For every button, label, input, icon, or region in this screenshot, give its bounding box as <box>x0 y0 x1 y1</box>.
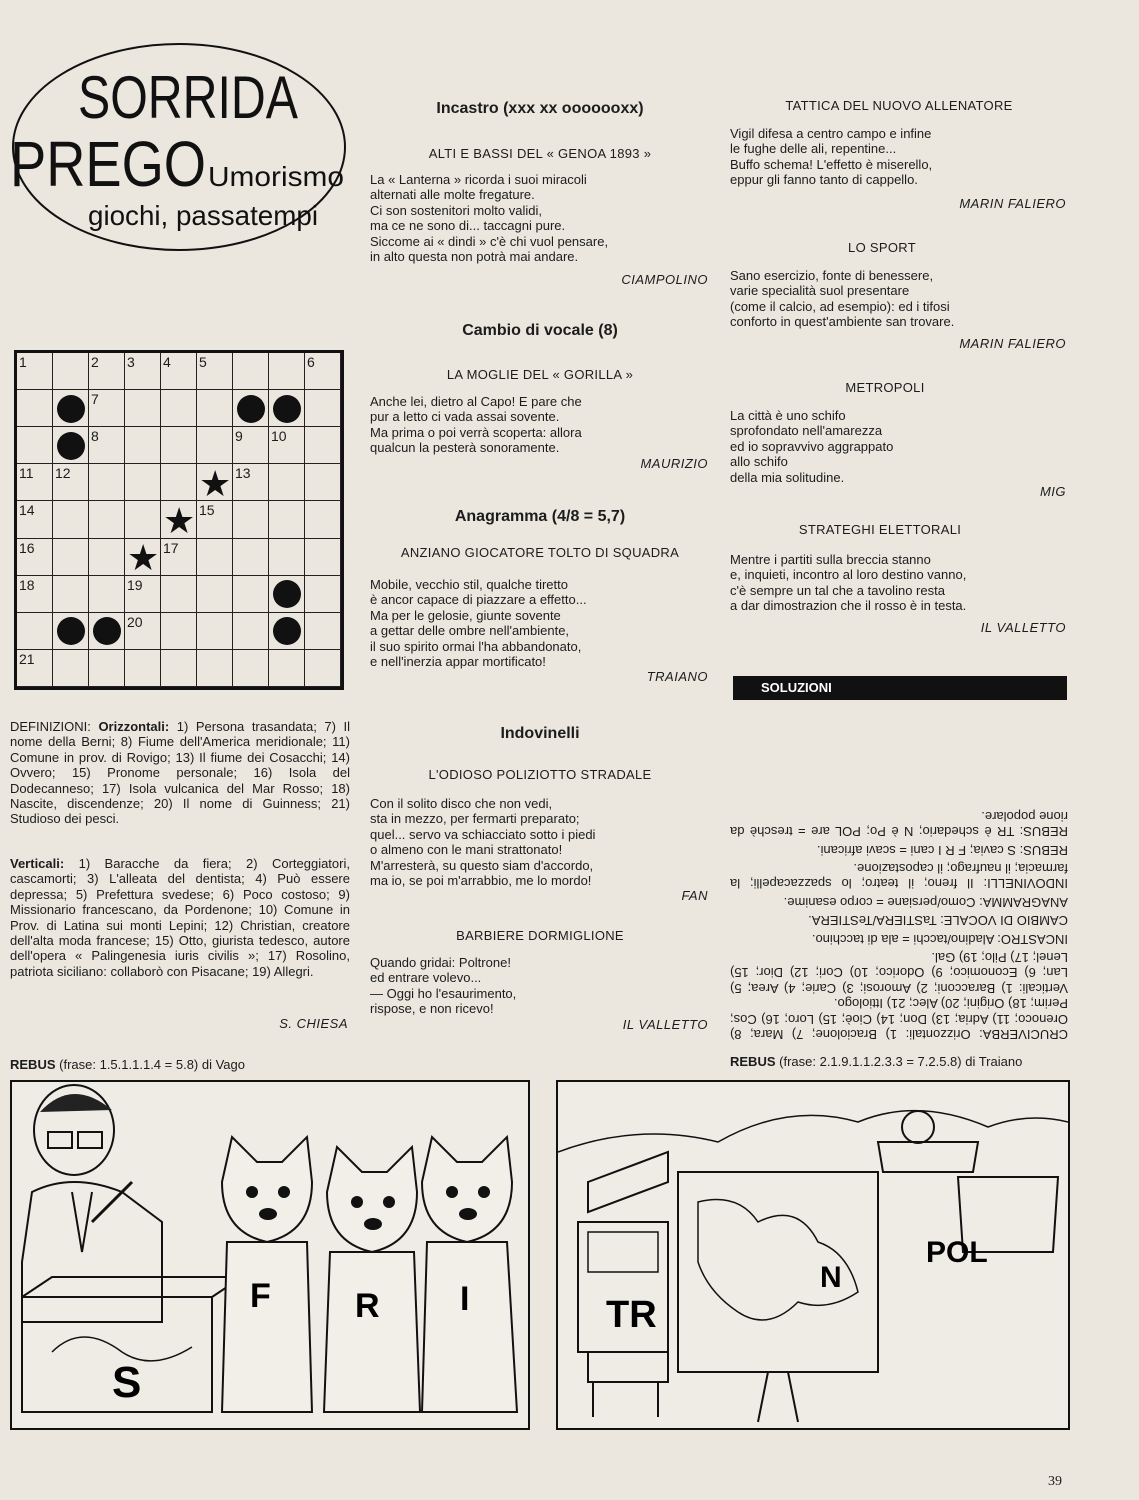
crossword-cell <box>17 427 53 464</box>
crossword-cell <box>305 464 341 501</box>
poem-body-4: Mentre i partiti sulla breccia stanno e, inquieti, incontro al loro destino vanno, c'è sempre un tal che a tavolino resta a dar dimostrazion che il rosso è in testa. <box>730 552 967 614</box>
crossword-cell <box>53 576 89 613</box>
crossword-number: 3 <box>127 354 135 370</box>
crossword-cell <box>125 427 161 464</box>
black-square-dot <box>273 395 301 423</box>
incastro-heading: Incastro (xxx xx ooooooxx) <box>436 100 644 117</box>
crossword-cell <box>305 390 341 427</box>
crossword-cell <box>125 464 161 501</box>
rebus-letter: F <box>250 1277 271 1315</box>
crossword-cell <box>305 501 341 538</box>
solutions-header: SOLUZIONI <box>733 676 1067 700</box>
crossword-cell <box>89 539 125 576</box>
crossword-cell <box>233 501 269 538</box>
crossword-cell <box>233 539 269 576</box>
solution-line: REBUS: S cavia; F R I cani = scavi africani. <box>816 842 1068 858</box>
solutions-block <box>730 712 1068 1042</box>
poem-body-1: Vigil difesa a centro campo e infine le fughe delle ali, repentine... Buffo schema! L'effetto è miserello, eppur gli fanno tanto di cappello. <box>730 126 933 188</box>
crossword-number: 11 <box>19 465 34 482</box>
cambio-title: LA MOGLIE DEL « GORILLA » <box>446 367 634 382</box>
crossword-cell <box>197 390 233 427</box>
black-square-dot <box>57 395 85 423</box>
rebus-letter: I <box>460 1280 470 1318</box>
masthead-logo <box>8 40 350 254</box>
crossword-cell <box>305 539 341 576</box>
crossword-cell <box>53 501 89 538</box>
crossword-cell <box>125 501 161 538</box>
rebus-letter: N <box>820 1261 842 1294</box>
crossword-cell <box>269 539 305 576</box>
crossword-number: 8 <box>91 428 99 445</box>
black-square-dot <box>57 432 85 460</box>
crossword-cell <box>89 650 125 687</box>
crossword-number: 6 <box>307 354 315 370</box>
crossword-cell <box>269 501 305 538</box>
incastro-author: CIAMPOLINO <box>621 272 708 287</box>
logo-tag2: giochi, passatempi <box>88 200 318 231</box>
crossword-number: 12 <box>55 465 71 482</box>
crossword-cell <box>161 613 197 650</box>
cambio-heading: Cambio di vocale (8) <box>462 322 618 339</box>
crossword-cell <box>53 539 89 576</box>
poem-author-3: MIG <box>1039 484 1066 499</box>
poem-title-1: TATTICA DEL NUOVO ALLENATORE <box>785 98 1013 113</box>
logo-line2: PREGO <box>10 128 206 200</box>
crossword-cell <box>53 650 89 687</box>
crossword-cell <box>305 427 341 464</box>
solution-line: Verticali: 1) Baracconi; 2) Amorosi; 3) Carie; 4) Area; 5) Lan; 6) Economico; 9) Odorico; 10) Cori; 12) Dior; 15) Lenel; 17) Pilo; 19) Gal. <box>730 949 1068 996</box>
rebus-letter: TR <box>606 1294 657 1336</box>
anagramma-body: Mobile, vecchio stil, qualche tiretto è ancor capace di piazzare a effetto... Ma per le gelosie, giunte sovente a gettar delle ombre nell'ambiente, il suo spirito ormai l'ha abbandonato, e nell'inerzia appar mortificato! <box>370 577 587 670</box>
crossword-number: 17 <box>163 539 179 556</box>
black-square-dot <box>237 395 265 423</box>
crossword-number: 15 <box>199 502 215 519</box>
crossword-definitions: DEFINIZIONI: Orizzontali: 1) Persona trasandata; 7) Il nome della Berni; 8) Fiume dell'America meridionale; 11) Comune in prov. di Rovigo; 13) Il fiume dei Cosacchi; 14) Ovvero; 15) Pronome personale; 16) Isola del Dodecanneso; 17) Isola vulcanica del Mar Rosso; 18) Nascite, discendenze; 20) Il nome di Guinness; 21) Studioso dei pesci. <box>10 719 350 827</box>
poem-title-2: LO SPORT <box>848 240 916 255</box>
crossword-cell <box>197 613 233 650</box>
indovinelli-title2: BARBIERE DORMIGLIONE <box>456 928 624 943</box>
rebus-letter: S <box>112 1358 142 1407</box>
crossword-cell <box>233 353 269 390</box>
crossword-number: 5 <box>199 354 207 370</box>
crossword-cell <box>17 390 53 427</box>
crossword-number: 13 <box>235 465 251 482</box>
incastro-body: La « Lanterna » ricorda i suoi miracoli alternati alle molte fregature. Ci son sostenitori molto validi, ma ce ne sono di... taccagni pure. Siccome ai « dindi » c'è chi vuol pensare, in alto questa non potrà mai andare. <box>370 172 609 265</box>
solution-line: INDOVINELLI: Il freno; il teatro; lo spazzacapelli; la farmacia; il naufrago; il capostazione. <box>730 860 1068 892</box>
crossword-number: 7 <box>91 391 99 408</box>
indovinelli-title1: L'ODIOSO POLIZIOTTO STRADALE <box>428 767 652 782</box>
rebus-left-caption: REBUS (frase: 1.5.1.1.1.4 = 5.8) di Vago <box>10 1057 245 1072</box>
solution-line: CRUCIVERBA: Orizzontali: 1) Braciolone; 7) Mara; 8) Orenoco; 11) Adria; 13) Don; 14) Cioè; 15) Loro; 16) Cos; Perim; 18) Origini; 20) Alec; 21) Ittiologo. <box>730 996 1068 1042</box>
solution-line: REBUS: TR è schedario; N è Po; POL are = treschè da rione popolare. <box>730 808 1068 840</box>
anagramma-title: ANZIANO GIOCATORE TOLTO DI SQUADRA <box>400 545 680 560</box>
incastro-title: ALTI E BASSI DEL « GENOA 1893 » <box>428 146 652 161</box>
crossword-cell <box>89 464 125 501</box>
crossword-cell <box>269 464 305 501</box>
rebus-letter: R <box>355 1287 380 1325</box>
poem-body-3: La città è uno schifo sprofondato nell'amarezza ed io sopravvivo aggrappato allo schifo della mia solitudine. <box>730 408 894 485</box>
crossword-cell <box>197 576 233 613</box>
crossword-cell <box>305 650 341 687</box>
star-icon: ★ <box>163 500 196 541</box>
page-number: 39 <box>1048 1474 1062 1489</box>
rebus-right-caption: REBUS (frase: 2.1.9.1.1.2.3.3 = 7.2.5.8) di Traiano <box>730 1054 1023 1069</box>
logo-line1: SORRIDA <box>78 64 298 131</box>
crossword-number: 16 <box>19 539 35 556</box>
indovinelli-author1: FAN <box>681 888 708 903</box>
crossword-cell <box>269 353 305 390</box>
crossword-number: 9 <box>235 428 243 445</box>
star-icon: ★ <box>127 537 160 579</box>
crossword-cell <box>125 390 161 427</box>
poem-author-2: MARIN FALIERO <box>959 336 1066 351</box>
indovinelli-author2: IL VALLETTO <box>622 1017 708 1032</box>
crossword-number: 14 <box>19 502 35 519</box>
crossword-cell <box>161 650 197 687</box>
crossword-cell <box>89 576 125 613</box>
indovinelli-body1: Con il solito disco che non vedi, sta in mezzo, per fermarti preparato; quel... servo va schiacciato sotto i piedi o almeno con le mani strattonato! M'arresterà, su questo siam d'accordo, ma io, se poi m'arrabbio, me lo mordo! <box>370 796 596 889</box>
solution-line: ANAGRAMMA: Como/persiane = corpo esanime. <box>783 894 1068 910</box>
crossword-number: 10 <box>271 428 287 445</box>
rebus-right-illustration <box>556 1080 1070 1430</box>
crossword-cell <box>305 576 341 613</box>
poem-title-3: METROPOLI <box>845 380 925 395</box>
crossword-verticals: Verticali: 1) Baracche da fiera; 2) Corteggiatori, cascamorti; 3) L'alleata del dentista; 4) Può essere depressa; 5) Prefettura svedese; 6) Poco costoso; 9) Missionario francescano, da Pordenone; 10) Comune in Prov. di Latina sui monti Lepini; 12) Christian, creatore dell'alta moda francese; 15) Otto, giurista tedesco, autore dell'opera « Palingenesia iuris civilis »; 17) Rosolino, patriota siciliano: collaborò con Pisacane; 19) Allegri. <box>10 856 350 979</box>
indovinelli-heading: Indovinelli <box>500 725 580 742</box>
cambio-body: Anche lei, dietro al Capo! E pare che pur a letto ci vada assai sovente. Ma prima o poi verrà scoperta: allora qualcun la pesterà sonoramente. <box>370 394 582 456</box>
crossword-cell <box>161 390 197 427</box>
crossword-number: 1 <box>19 354 27 370</box>
crossword-cell <box>17 613 53 650</box>
crossword-cell <box>53 353 89 390</box>
crossword-cell <box>269 650 305 687</box>
solution-line: CAMBIO DI VOCALE: TaSTIERA/TeSTIERA. <box>808 913 1068 929</box>
crossword-cell <box>161 427 197 464</box>
poem-body-2: Sano esercizio, fonte di benessere, varie specialità suol presentare (come il calcio, ad esempio): ed i tifosi conforto in quest'ambiente san trovare. <box>730 268 955 330</box>
solution-line: INCASTRO: Aladino/tacchi = ala di tacchino. <box>811 931 1068 947</box>
crossword-cell <box>305 613 341 650</box>
crossword-cell <box>89 501 125 538</box>
anagramma-heading: Anagramma (4/8 = 5,7) <box>454 508 626 525</box>
rebus-letter: POL <box>926 1236 988 1269</box>
crossword-number: 21 <box>19 650 35 667</box>
poem-author-4: IL VALLETTO <box>980 620 1066 635</box>
indovinelli-body2: Quando gridai: Poltrone! ed entrare volevo... — Oggi ho l'esaurimento, rispose, e non ricevo! <box>370 955 517 1017</box>
crossword-grid <box>14 350 344 690</box>
crossword-number: 20 <box>127 613 143 630</box>
crossword-cell <box>233 613 269 650</box>
crossword-cell <box>161 464 197 501</box>
rebus-left-illustration <box>10 1080 530 1430</box>
logo-tag1: Umorismo <box>208 161 344 192</box>
poem-author-1: MARIN FALIERO <box>959 196 1066 211</box>
crossword-number: 2 <box>91 354 99 370</box>
crossword-number: 4 <box>163 354 171 370</box>
crossword-cell <box>197 539 233 576</box>
crossword-cell <box>161 576 197 613</box>
poem-title-4: STRATEGHI ELETTORALI <box>798 522 962 537</box>
anagramma-author: TRAIANO <box>646 669 708 684</box>
crossword-number: 19 <box>127 576 143 593</box>
crossword-cell <box>197 427 233 464</box>
star-icon: ★ <box>199 462 232 504</box>
crossword-cell <box>233 650 269 687</box>
crossword-author: S. CHIESA <box>279 1016 348 1031</box>
crossword-cell <box>125 650 161 687</box>
cambio-author: MAURIZIO <box>640 456 708 471</box>
crossword-cell <box>197 650 233 687</box>
crossword-number: 18 <box>19 576 35 593</box>
crossword-cell <box>233 576 269 613</box>
